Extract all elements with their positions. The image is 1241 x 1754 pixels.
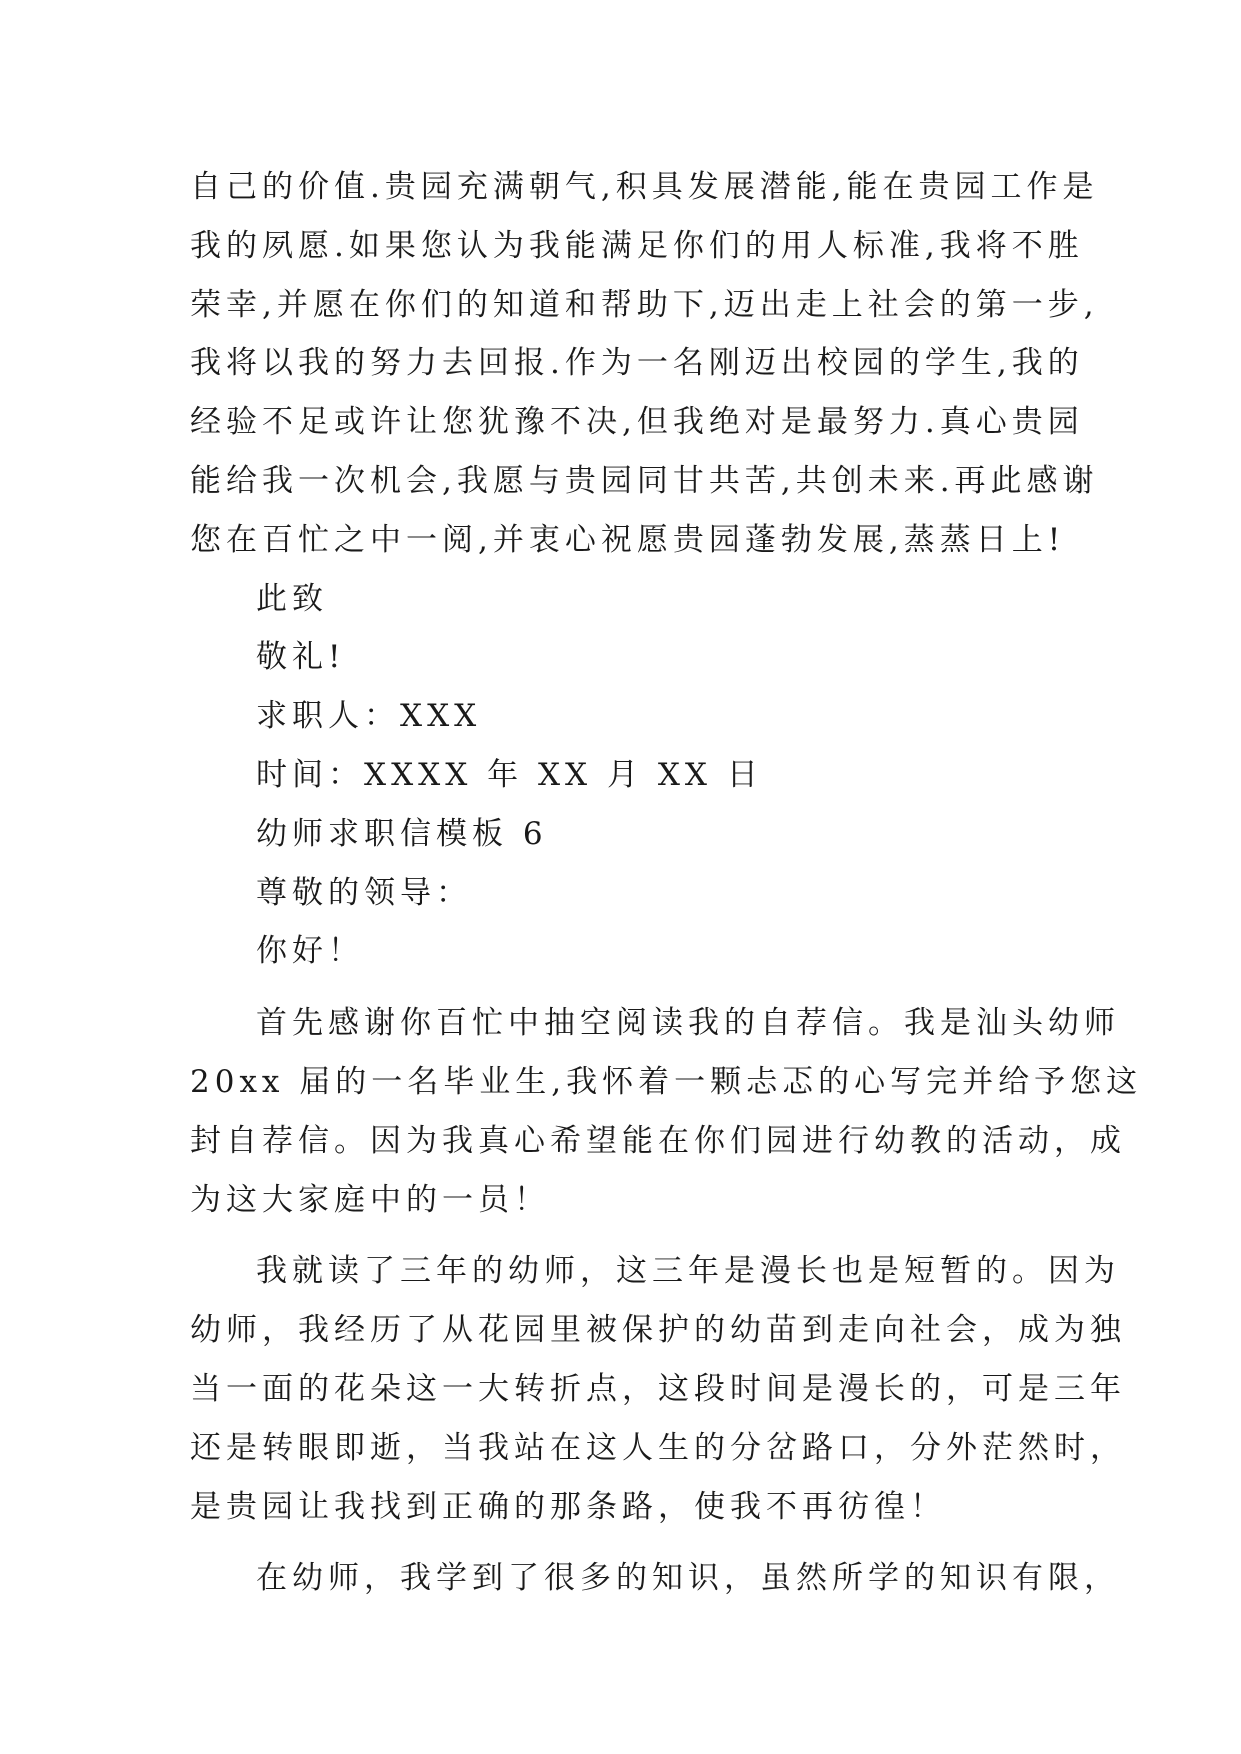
text-line: 经验不足或许让您犹豫不决,但我绝对是最努力.真心贵园 xyxy=(190,404,1084,441)
paragraph-1-line: 为这大家庭中的一员！ xyxy=(190,1181,550,1218)
applicant-line: 求职人：XXX xyxy=(256,698,482,735)
letter-body xyxy=(190,158,1143,1608)
paragraph-1-line: 封自荐信。因为我真心希望能在你们园进行幼教的活动，成 xyxy=(190,1122,1126,1159)
text-line: 我的夙愿.如果您认为我能满足你们的用人标准,我将不胜 xyxy=(190,227,1084,264)
text-line: 荣幸,并愿在你们的知道和帮助下,迈出走上社会的第一步, xyxy=(190,286,1099,323)
paragraph-2-line: 是贵园让我找到正确的那条路，使我不再彷徨！ xyxy=(190,1488,946,1525)
closing-line: 此致 xyxy=(256,580,328,617)
text-line: 我将以我的努力去回报.作为一名刚迈出校园的学生,我的 xyxy=(190,345,1084,382)
greeting-line: 尊敬的领导： xyxy=(256,874,472,911)
text-line: 您在百忙之中一阅,并衷心祝愿贵园蓬勃发展,蒸蒸日上! xyxy=(190,521,1066,558)
text-line: 自己的价值.贵园充满朝气,积具发展潜能,能在贵园工作是 xyxy=(190,169,1099,205)
paragraph-2-line: 我就读了三年的幼师，这三年是漫长也是短暂的。因为 xyxy=(256,1253,1120,1290)
paragraph-1-line: 20xx 届的一名毕业生,我怀着一颗忐忑的心写完并给予您这 xyxy=(190,1063,1143,1100)
paragraph-1-line: 首先感谢你百忙中抽空阅读我的自荐信。我是汕头幼师 xyxy=(256,1005,1120,1042)
template-title: 幼师求职信模板 6 xyxy=(256,815,548,852)
paragraph-3-line: 在幼师，我学到了很多的知识，虽然所学的知识有限， xyxy=(256,1560,1120,1597)
salute-line: 敬礼! xyxy=(256,639,346,676)
paragraph-2-line: 幼师，我经历了从花园里被保护的幼苗到走向社会，成为独 xyxy=(190,1312,1126,1349)
paragraph-2-line: 当一面的花朵这一大转折点，这段时间是漫长的，可是三年 xyxy=(190,1370,1126,1407)
paragraph-2-line: 还是转眼即逝，当我站在这人生的分岔路口，分外茫然时， xyxy=(190,1429,1126,1466)
text-line: 能给我一次机会,我愿与贵园同甘共苦,共创未来.再此感谢 xyxy=(190,462,1099,499)
hello-line: 你好！ xyxy=(256,933,364,970)
date-line: 时间：XXXX 年 XX 月 XX 日 xyxy=(256,756,763,793)
